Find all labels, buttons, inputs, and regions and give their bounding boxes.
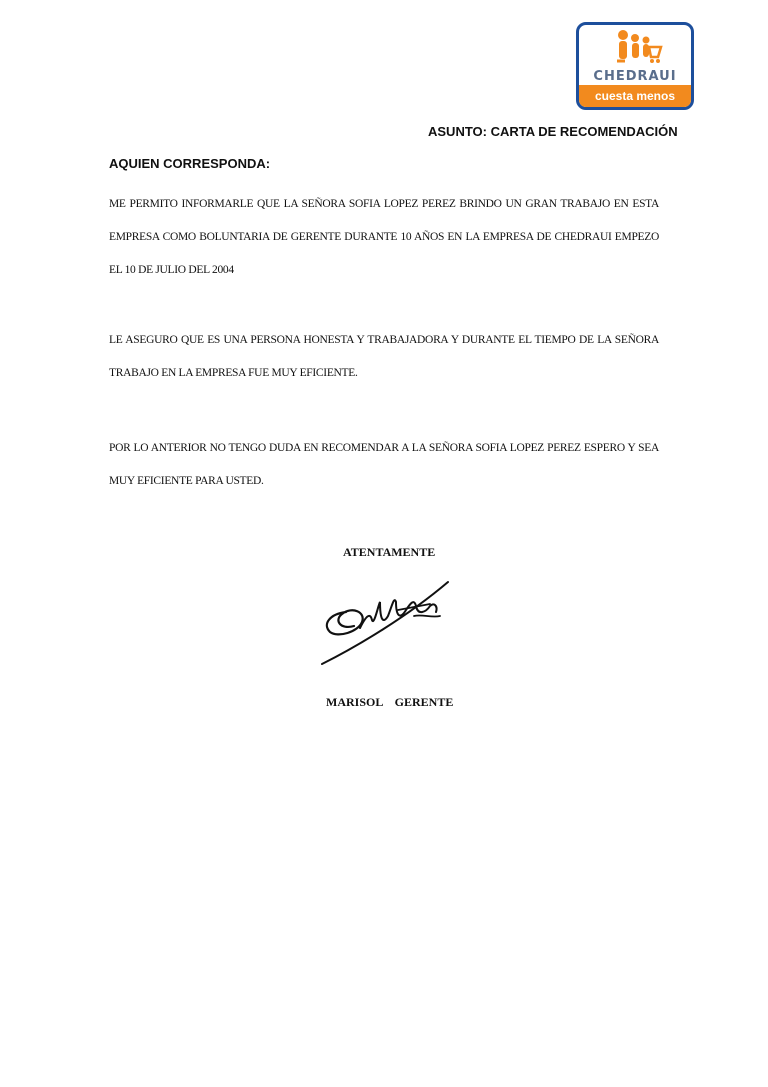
chedraui-logo (576, 22, 694, 110)
logo-slogan: cuesta menos (579, 85, 691, 107)
paragraph-3: POR LO ANTERIOR NO TENGO DUDA EN RECOMENDAR A LA SEÑORA SOFIA LOPEZ PEREZ ESPERO Y SEA MUY EFICIENTE PARA USTED. (109, 442, 659, 487)
letter-subject: ASUNTO: CARTA DE RECOMENDACIÓN (428, 124, 678, 139)
handwritten-signature (318, 576, 454, 670)
letter-greeting: AQUIEN CORRESPONDA: (109, 156, 271, 171)
paragraph-2: LE ASEGURO QUE ES UNA PERSONA HONESTA Y TRABAJADORA Y DURANTE EL TIEMPO DE LA SEÑORA TRABAJO EN LA EMPRESA FUE MUY EFICIENTE. (109, 334, 659, 379)
logo-brand-name: CHEDRAUI (593, 69, 677, 84)
closing-text: ATENTAMENTE (343, 545, 436, 559)
signer-name: MARISOL GERENTE (326, 695, 454, 709)
paragraph-1: ME PERMITO INFORMARLE QUE LA SEÑORA SOFIA LOPEZ PEREZ BRINDO UN GRAN TRABAJO EN ESTA EMPRESA COMO BOLUNTARIA DE GERENTE DURANTE 10 AÑOS EN LA EMPRESA DE CHEDRAUI EMPEZO EL 10 DE JULIO DEL 2004 (109, 198, 659, 276)
